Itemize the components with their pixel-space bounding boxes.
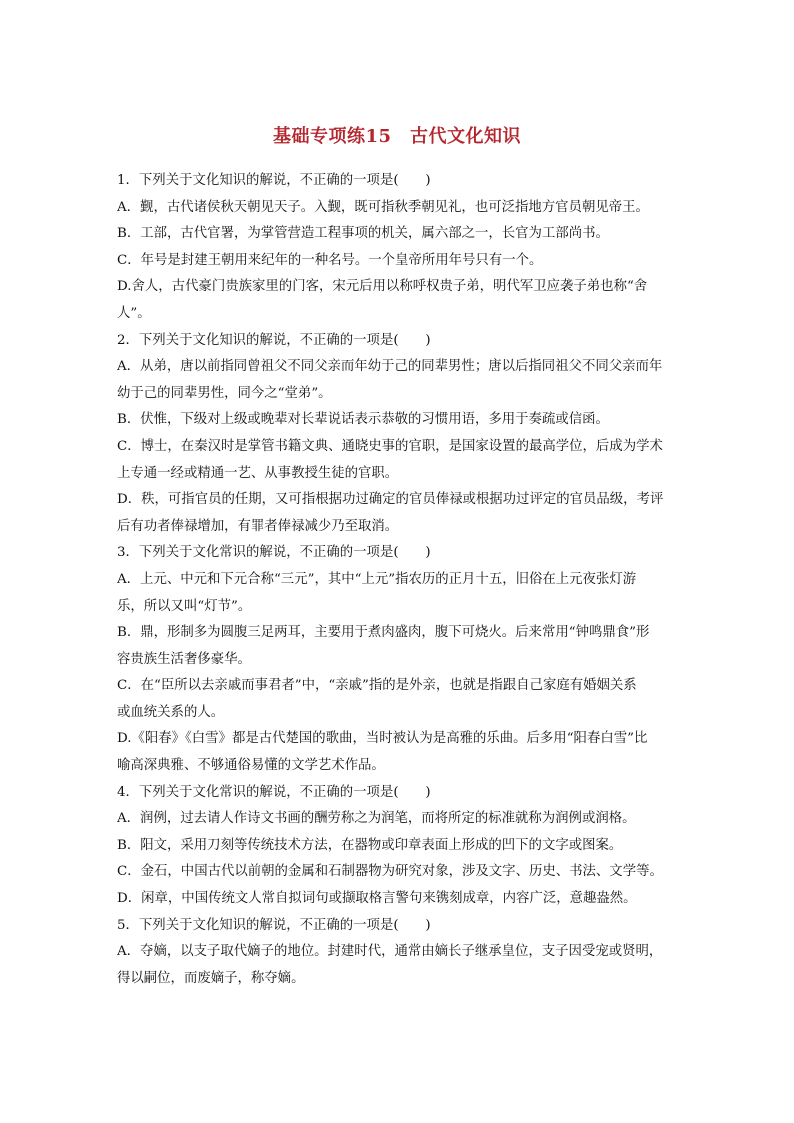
text-line: B．阳文，采用刀刻等传统技术方法，在器物或印章表面上形成的凹下的文字或图案。: [117, 837, 623, 853]
page-title: 基础专项练15 古代文化知识: [272, 126, 522, 147]
document-body: [117, 168, 682, 992]
text-line: A．上元、中元和下元合称“三元”，其中“上元”指农历的正月十五，旧俗在上元夜张灯游: [117, 571, 637, 587]
text-line: 乐，所以又叫“灯节”。: [117, 598, 252, 614]
text-line: 人”。: [117, 305, 151, 321]
text-line: D.舍人，古代豪门贵族家里的门客，宋元后用以称呼权贵子弟，明代军卫应袭子弟也称“舍: [117, 279, 648, 295]
text-line: A．觐，古代诸侯秋天朝见天子。入觐，既可指秋季朝见礼，也可泛指地方官员朝见帝王。: [117, 199, 649, 215]
text-line: B．工部，古代官署，为掌管营造工程事项的机关，属六部之一，长官为工部尚书。: [117, 226, 609, 242]
text-line: 容贵族生活奢侈豪华。: [117, 651, 251, 667]
text-line: 3．下列关于文化常识的解说，不正确的一项是( ): [117, 545, 431, 561]
text-line: C．在“臣所以去亲戚而事君者”中，“亲戚”指的是外亲，也就是指跟自己家庭有婚姻关系: [117, 678, 637, 694]
text-line: D.《阳春》《白雪》都是古代楚国的歌曲，当时被认为是高雅的乐曲。后多用“阳春白雪”比: [117, 731, 648, 747]
text-line: 上专通一经或精通一艺、从事教授生徒的官职。: [117, 465, 399, 481]
text-line: 5．下列关于文化知识的解说，不正确的一项是( ): [117, 917, 431, 933]
text-line: 或血统关系的人。: [117, 704, 225, 720]
text-line: C．金石，中国古代以前朝的金属和石制器物为研究对象，涉及文字、历史、书法、文学等。: [117, 864, 663, 880]
text-line: A．从弟，唐以前指同曾祖父不同父亲而年幼于己的同辈男性；唐以后指同祖父不同父亲而年: [117, 359, 663, 375]
text-line: 1．下列关于文化知识的解说，不正确的一项是( ): [117, 173, 431, 188]
text-line: A．润例，过去请人作诗文书画的酬劳称之为润笔，而将所定的标准就称为润例或润格。: [117, 811, 636, 827]
text-line: 后有功者俸禄增加，有罪者俸禄减少乃至取消。: [117, 518, 399, 534]
text-line: 得以嗣位，而废嫡子，称夺嫡。: [117, 970, 305, 986]
text-line: 4．下列关于文化常识的解说，不正确的一项是( ): [117, 784, 431, 800]
text-line: D．秩，可指官员的任期，又可指根据功过确定的官员俸禄或根据功过评定的官员品级，考评: [117, 492, 664, 508]
text-line: B．伏惟，下级对上级或晚辈对长辈说话表示恭敬的习惯用语，多用于奏疏或信函。: [117, 412, 609, 428]
text-line: C．博士，在秦汉时是掌管书籍文典、通晓史事的官职，是国家设置的最高学位，后成为学术: [117, 438, 663, 454]
text-line: C．年号是封建王朝用来纪年的一种名号。一个皇帝所用年号只有一个。: [117, 252, 543, 268]
text-line: 幼于己的同辈男性，同今之“堂弟”。: [117, 385, 332, 401]
text-line: B．鼎，形制多为圆腹三足两耳，主要用于煮肉盛肉，腹下可烧火。后来常用“钟鸣鼎食”形: [117, 625, 650, 641]
text-line: A．夺嫡，以支子取代嫡子的地位。封建时代，通常由嫡长子继承皇位，支子因受宠或贤明，: [117, 944, 663, 960]
text-line: 2．下列关于文化知识的解说，不正确的一项是( ): [117, 332, 431, 348]
text-line: D．闲章，中国传统文人常自拟词句或撷取格言警句来镌刻成章，内容广泛，意趣盎然。: [117, 891, 637, 907]
text-line: 喻高深典雅、不够通俗易懂的文学艺术作品。: [117, 758, 385, 774]
